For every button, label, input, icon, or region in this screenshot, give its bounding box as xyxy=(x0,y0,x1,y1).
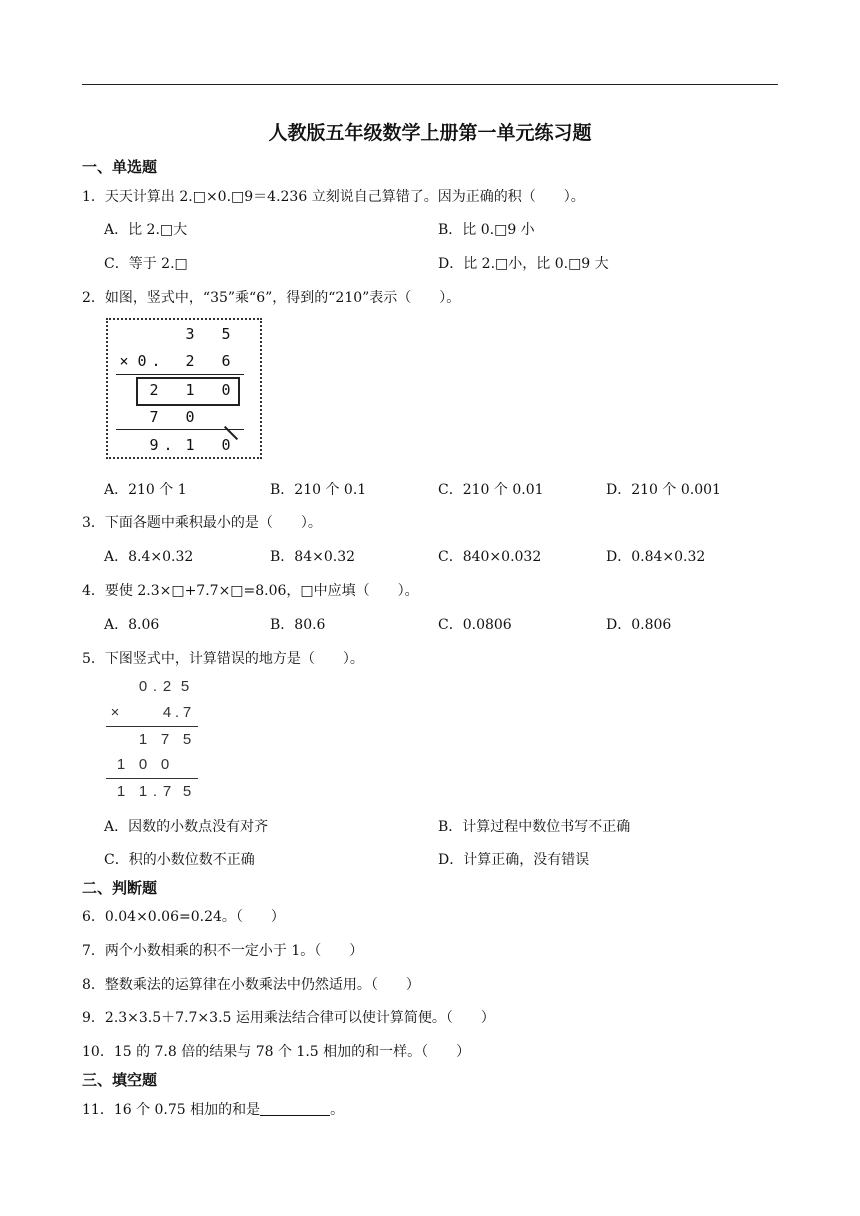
figure-digit: 2 xyxy=(149,381,159,399)
figure-digit: 2 xyxy=(162,678,172,695)
section-heading-true-false: 二、判断题 xyxy=(82,879,158,897)
figure-digit: 1 xyxy=(185,436,195,454)
figure-digit: 0 xyxy=(137,352,147,370)
figure-digit: 1 xyxy=(116,756,126,773)
question-6-stem: 6．0.04×0.06=0.24。（ ） xyxy=(82,909,285,925)
question-5-option-a[interactable]: A．因数的小数点没有对齐 xyxy=(104,819,269,835)
question-11-end: 。 xyxy=(330,1102,345,1118)
multiply-sign: × xyxy=(119,352,129,370)
section-heading-fill-in: 三、填空题 xyxy=(82,1071,158,1089)
figure-digit: 1 xyxy=(116,783,126,800)
figure-digit: 1 xyxy=(185,381,195,399)
header-rule xyxy=(82,84,778,85)
question-2-option-a[interactable]: A．210 个 1 xyxy=(104,482,187,498)
multiply-sign: × xyxy=(110,704,120,721)
figure-digit: 7 xyxy=(182,704,192,721)
figure-digit: 7 xyxy=(149,408,159,426)
figure-digit: 5 xyxy=(182,783,192,800)
question-3-option-c[interactable]: C．840×0.032 xyxy=(438,549,542,565)
figure-divider-line xyxy=(106,778,198,779)
question-2-option-c[interactable]: C．210 个 0.01 xyxy=(438,482,544,498)
question-4-option-b[interactable]: B．80.6 xyxy=(270,617,326,633)
question-1-option-a[interactable]: A．比 2.□大 xyxy=(104,222,188,238)
figure-decimal-point: . xyxy=(151,352,161,370)
question-3-stem: 3．下面各题中乘积最小的是（ ）。 xyxy=(82,515,322,531)
figure-digit: 6 xyxy=(221,352,231,370)
figure-digit: 7 xyxy=(160,731,170,748)
question-4-stem: 4．要使 2.3×□+7.7×□=8.06，□中应填（ ）。 xyxy=(82,583,419,599)
figure-digit: 9 xyxy=(149,436,159,454)
figure-digit: 5 xyxy=(180,678,190,695)
question-2-option-b[interactable]: B．210 个 0.1 xyxy=(270,482,367,498)
figure-divider-line xyxy=(106,726,198,727)
question-1-stem: 1．天天计算出 2.□×0.□9＝4.236 立刻说自己算错了。因为正确的积（ ）。 xyxy=(82,189,585,205)
question-5-option-b[interactable]: B．计算过程中数位书写不正确 xyxy=(438,819,631,835)
figure-decimal-point: . xyxy=(174,704,180,721)
answer-blank[interactable] xyxy=(260,1101,330,1116)
question-5-option-c[interactable]: C．积的小数位数不正确 xyxy=(104,852,255,868)
page-title: 人教版五年级数学上册第一单元练习题 xyxy=(268,122,592,144)
figure-digit: 0 xyxy=(138,678,148,695)
figure-digit: 7 xyxy=(162,783,172,800)
question-4-option-d[interactable]: D．0.806 xyxy=(606,617,672,633)
question-9-stem: 9．2.3×3.5＋7.7×3.5 运用乘法结合律可以使计算简便。（ ） xyxy=(82,1010,495,1026)
figure-digit: 3 xyxy=(185,325,195,343)
figure-decimal-point: . xyxy=(152,678,158,695)
question-3-option-d[interactable]: D．0.84×0.32 xyxy=(606,549,706,565)
figure-decimal-point: . xyxy=(152,783,158,800)
question-1-option-d[interactable]: D．比 2.□小，比 0.□9 大 xyxy=(438,256,609,272)
question-7-stem: 7．两个小数相乘的积不一定小于 1。（ ） xyxy=(82,943,364,959)
figure-digit: 1 xyxy=(138,731,148,748)
figure-digit: 0 xyxy=(138,756,148,773)
question-3-option-a[interactable]: A．8.4×0.32 xyxy=(104,549,194,565)
vertical-multiplication-figure-2 xyxy=(104,676,204,804)
question-2-option-d[interactable]: D．210 个 0.001 xyxy=(606,482,721,498)
question-5-stem: 5．下图竖式中，计算错误的地方是（ ）。 xyxy=(82,651,364,667)
section-heading-single-choice: 一、单选题 xyxy=(82,158,158,176)
question-11-text: 11．16 个 0.75 相加的和是 xyxy=(82,1102,261,1118)
question-8-stem: 8．整数乘法的运算律在小数乘法中仍然适用。（ ） xyxy=(82,977,420,993)
vertical-multiplication-figure-1 xyxy=(106,318,262,459)
figure-digit: 5 xyxy=(221,325,231,343)
figure-digit: 2 xyxy=(185,352,195,370)
question-4-option-a[interactable]: A．8.06 xyxy=(104,617,160,633)
question-2-stem: 2．如图，竖式中，“35”乘“6”，得到的“210”表示（ ）。 xyxy=(82,290,461,306)
figure-digit: 0 xyxy=(185,408,195,426)
question-1-option-b[interactable]: B．比 0.□9 小 xyxy=(438,222,535,238)
question-4-option-c[interactable]: C．0.0806 xyxy=(438,617,512,633)
figure-digit: 0 xyxy=(221,381,231,399)
question-1-option-c[interactable]: C．等于 2.□ xyxy=(104,256,188,272)
figure-digit: 0 xyxy=(160,756,170,773)
question-3-option-b[interactable]: B．84×0.32 xyxy=(270,549,356,565)
figure-divider-line xyxy=(116,374,244,375)
figure-digit: 5 xyxy=(182,731,192,748)
figure-decimal-point: . xyxy=(163,436,173,454)
figure-digit: 0 xyxy=(221,436,231,454)
question-10-stem: 10．15 的 7.8 倍的结果与 78 个 1.5 相加的和一样。（ ） xyxy=(82,1044,471,1060)
figure-digit: 1 xyxy=(138,783,148,800)
figure-digit: 4 xyxy=(162,704,172,721)
question-5-option-d[interactable]: D．计算正确，没有错误 xyxy=(438,852,590,868)
question-11-stem xyxy=(82,1099,344,1119)
